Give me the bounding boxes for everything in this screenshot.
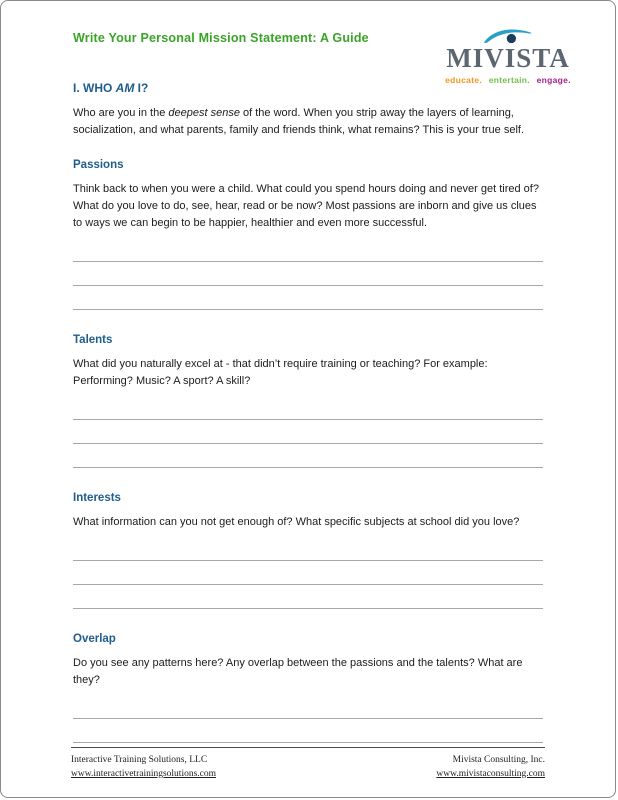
footer-right-company: Mivista Consulting, Inc. bbox=[452, 754, 545, 765]
intro-text-post: of the word. When you strip away the layers of learning, socialization, and what parents, family and friends think, what remains? This is your true self. bbox=[73, 107, 525, 137]
heading-text-italic: AM bbox=[115, 81, 135, 95]
footer-left-link[interactable]: www.interactivetrainingsolutions.com bbox=[71, 768, 217, 779]
logo-wordmark: MIVISTA bbox=[446, 43, 570, 73]
write-in-line bbox=[73, 286, 543, 310]
write-in-line bbox=[73, 585, 543, 609]
mivista-logo bbox=[437, 25, 579, 85]
write-in-line bbox=[73, 719, 543, 743]
write-in-line bbox=[73, 238, 543, 262]
write-in-line bbox=[73, 420, 543, 444]
talents-write-in-lines bbox=[73, 396, 543, 468]
intro-paragraph bbox=[73, 105, 543, 139]
heading-text-pre: I. WHO bbox=[73, 81, 116, 95]
interests-write-in-lines bbox=[73, 537, 543, 609]
write-in-line bbox=[73, 262, 543, 286]
intro-text-pre: Who are you in the bbox=[73, 107, 169, 119]
subheading-passions: Passions bbox=[73, 159, 124, 172]
subheading-overlap: Overlap bbox=[73, 633, 116, 646]
page-footer bbox=[71, 747, 545, 782]
passions-write-in-lines bbox=[73, 238, 543, 310]
overlap-paragraph: Do you see any patterns here? Any overlap between the passions and the talents? What are they? bbox=[73, 657, 523, 687]
write-in-line bbox=[73, 444, 543, 468]
passions-paragraph: Think back to when you were a child. What could you spend hours doing and never get tired of? What do you love to do, see, hear, read or be now? Most passions are inborn and give us clues to ways we can begin to be happier, healthier and even more successful. bbox=[73, 183, 539, 230]
footer-left bbox=[71, 753, 216, 782]
page-title: Write Your Personal Mission Statement: A Guide bbox=[73, 31, 369, 45]
footer-right-link[interactable]: www.mivistaconsulting.com bbox=[436, 768, 545, 779]
write-in-line bbox=[73, 561, 543, 585]
footer-left-company: Interactive Training Solutions, LLC bbox=[71, 754, 208, 765]
overlap-write-in-lines bbox=[73, 695, 543, 743]
interests-paragraph: What information can you not get enough of? What specific subjects at school did you love? bbox=[73, 516, 520, 529]
intro-emphasis: deepest sense bbox=[168, 107, 240, 119]
tagline-engage: engage. bbox=[536, 75, 571, 85]
subheading-interests: Interests bbox=[73, 492, 121, 505]
tagline-educate: educate. bbox=[445, 75, 483, 85]
subheading-talents: Talents bbox=[73, 334, 113, 347]
footer-right bbox=[436, 753, 545, 782]
tagline-entertain: entertain. bbox=[488, 75, 530, 85]
write-in-line bbox=[73, 537, 543, 561]
heading-text-post: I? bbox=[134, 81, 149, 95]
write-in-line bbox=[73, 695, 543, 719]
talents-paragraph: What did you naturally excel at - that didn’t require training or teaching? For example: Performing? Music? A sport? A skill? bbox=[73, 358, 488, 388]
write-in-line bbox=[73, 396, 543, 420]
logo-tagline bbox=[437, 75, 579, 85]
